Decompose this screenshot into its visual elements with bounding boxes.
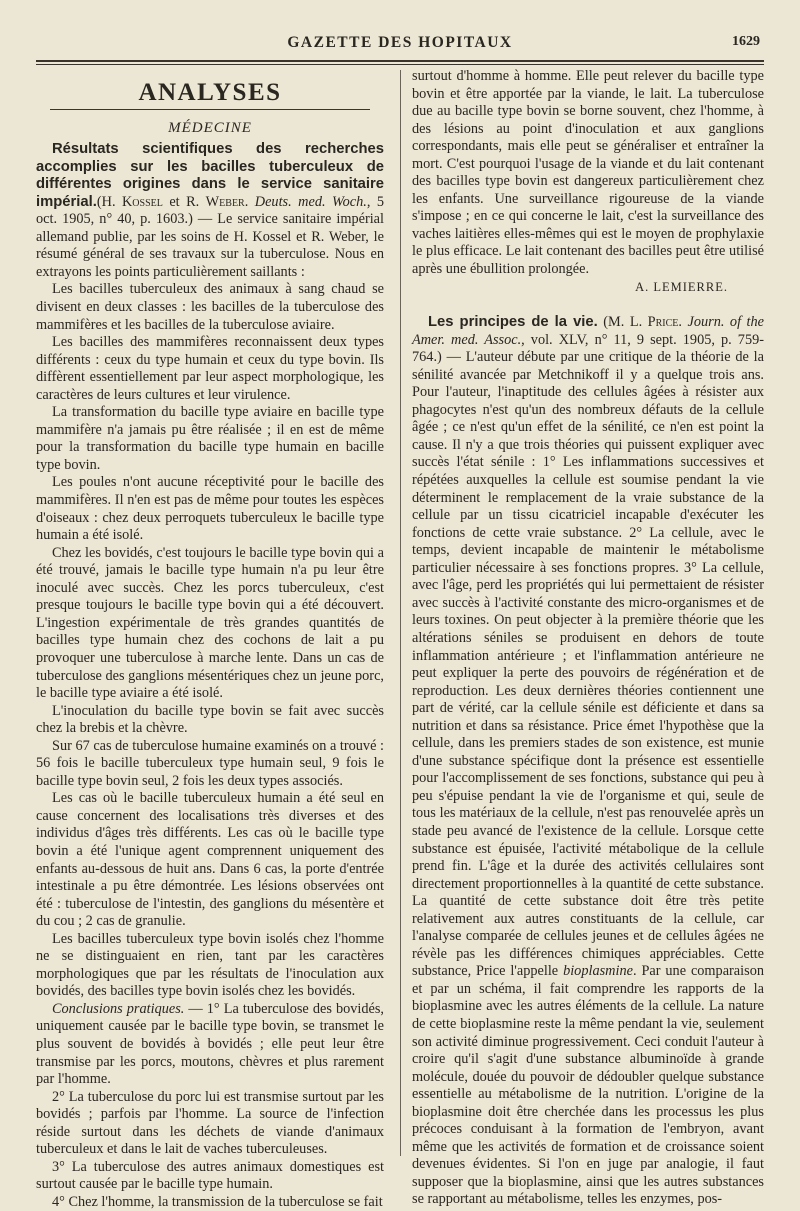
article-lead-paragraph bbox=[412, 314, 764, 1209]
citation-text: (H. bbox=[96, 193, 122, 210]
article-title: Résultats scientifiques des recherches accomplies sur les bacilles tuberculeux de différentes origines dans le service sanitaire impérial. bbox=[36, 141, 384, 210]
citation-text: (M. L. bbox=[597, 314, 648, 331]
journal-name: Journ. of the Amer. med. Assoc. bbox=[412, 314, 765, 348]
paragraph: Les cas où le bacille tuberculeux humain a été seul en cause concernent des localisations très diverses et des individus d'âges très différents. Les cas où le bacille type bovin a été l'unique agent comprennent uniquement des enfants au-dessous de huit ans. Dans 6 cas, la porte d'entrée intestinale a pu être démontrée. Les lésions observées ont été : tuberculose de l'intestin, des ganglions du mésentère et du cou ; 2 cas de granulie. bbox=[36, 790, 384, 930]
section-title-rule bbox=[50, 109, 370, 110]
article-lead-paragraph bbox=[36, 141, 384, 281]
body-text: , vol. XLV, n° 11, 9 sept. 1905, p. 759-764.) — L'auteur débute par une critique de la théorie de la sénilité avancée par Metchnikoff il y a quelque trois ans. Pour l'auteur, l'inaptitude des cellules âgées à résister aux phagocytes n'est qu'un des nombreux défauts de la cellule âgée ; ce n'est qu'un effet de la sénilité, ce n'en est point la cause. Il n'y a que trois théories qui puissent expliquer avec succès l'état sénile : 1° Les inflammations successives et répétées auxquelles la cellule est soumise pendant la vie déterminent le remplacement de la vraie substance de la cellule par un tissu cicatriciel incapable d'exécuter les fonctions de cette vraie substance. 2° La cellule, avec le temps, devient incapable de maintenir le métabolisme particulier nécessaire à ses fonctions propres. 3° La cellule, avec l'âge, perd les propriétés qui lui permettaient de résister avec succès à l'activité constante des micro-organismes et de leurs toxines. On peut objecter à la première théorie que les altérations séniles se produisent en dehors de toute inflammation antérieure ; et l'inflammation antérieure ne peut expliquer la perte des pouvoirs de régénération et de reproduction. Les deux dernières théories contiennent une part de vérité, car la cellule sénile est déficiente et dans sa nutrition et dans sa résistance. Price émet l'hypothèse que la cellule, dans les premiers stades de son existence, est munie d'une substance spécifique dont la présence est essentielle pour l'accomplissement de ses fonctions, substance qui peu à peu s'épuise pendant la vie de l'organisme et qui, seule de tous les matériaux de la cellule, n'est pas renouvelée après un stade peu avancé de l'existence de la cellule. Lorsque cette substance est épuisée, l'activité métabolique de la cellule prend fin. L'âge et la durée des activités cellulaires sont directement proportionnelles à la quantité de cette substance. La quantité de cette substance doit être très petite relativement aux autres constituants de la cellule, car l'analyse comparée de cellules jeunes et de cellules âgées ne révèle pas les différences chimiques appréciables. Cette substance, Price l'appelle bbox=[412, 331, 764, 980]
paragraph: Les bacilles des mammifères reconnaissent deux types différents : ceux du type humain et ceux du type bovin. Ils diffèrent essentiellement par leur aspect morphologique, les caractères de leurs cultures et leur virulence. bbox=[36, 334, 384, 403]
paragraph: Les poules n'ont aucune réceptivité pour le bacille des mammifères. Il n'en est pas de même pour toutes les espèces d'oiseaux : chez deux perroquets tuberculeux le bacille type humain a été isolé. bbox=[36, 474, 384, 544]
paragraph: Sur 67 cas de tuberculose humaine examinés on a trouvé : 56 fois le bacille tuberculeux type humain seul, 9 fois le bacille type bovin seul, 2 fois les deux types associés. bbox=[36, 737, 384, 789]
citation-text: . bbox=[244, 193, 255, 210]
paragraph: Les bacilles tuberculeux type bovin isolés chez l'homme ne se distinguaient en rien, tant par les caractères morphologiques que par les résultats de l'inoculation aux bovidés, des bacilles type bovin isolés chez les bovidés. bbox=[36, 930, 384, 1000]
left-column bbox=[36, 68, 384, 1211]
section-title: ANALYSES bbox=[138, 79, 282, 106]
right-column bbox=[412, 68, 764, 1209]
paragraph: La transformation du bacille type aviaire en bacille type mammifère n'a jamais pu être réalisée ; il en est de même pour la transformation du bacille type humain en bacille type bovin. bbox=[36, 404, 384, 473]
conclusions-paragraph bbox=[36, 1001, 384, 1089]
header-rule-thick bbox=[36, 60, 764, 62]
paragraph: 2° La tuberculose du porc lui est transmise surtout par les bovidés ; parfois par l'homme. La source de l'infection réside surtout dans les déchets de viande d'animaux tuberculeux et dans le lait de vaches tuberculeuses. bbox=[36, 1088, 384, 1158]
term-bioplasmine: bioplasmine bbox=[563, 963, 633, 980]
continuation-paragraph: surtout d'homme à homme. Elle peut relever du bacille type bovin et être apportée par la viande, le lait. La tuberculose due au bacille type bovin se borne souvent, chez l'homme, à des lésions au point d'inoculation et aux ganglions correspondants, mais elle peut se généraliser et entraîner la mort. C'est pourquoi l'usage de la viande et du lait contenant des bacilles type bovin est dangereux particulièrement chez les enfants. Une surveillance rigoureuse de la viande s'impose ; en ce qui concerne le lait, c'est la surveillance des vaches laitières elles-mêmes qui est le moyen de prophylaxie le plus efficace. Le lait contenant des bacilles peut être utilisé après une ébullition prolongée. bbox=[412, 68, 764, 278]
conclusions-label: Conclusions pratiques. bbox=[52, 1000, 185, 1017]
author-name: Weber bbox=[205, 193, 245, 210]
body-text: . Par une comparaison et par un schéma, il fait comprendre les rapports de la bioplasmine avec les autres éléments de la cellule. La nature de cette bioplasmine reste la même pendant la vie, seulement son activité diminue progressivement. Ceci conduit l'auteur à croire qu'il s'agit d'une substance albuminoïde à grande molécule, douée du pouvoir de dédoubler quelque substance essentielle au métabolisme de la nutrition. L'origine de la bioplasmine doit être cherchée dans les processus les plus précoces conduisant à la formation de l'embryon, avant même que les activités de formation et de croissance soient devenues évidentes. Si l'on en juge par analogie, il faut supposer que la bioplasmine, ainsi que les autres substances se rapportant au métabolisme, telles les enzymes, pos- bbox=[412, 963, 764, 1208]
running-head bbox=[40, 34, 760, 54]
running-title: GAZETTE DES HOPITAUX bbox=[287, 34, 513, 51]
citation-text: et R. bbox=[162, 193, 206, 210]
paragraph: Les bacilles tuberculeux des animaux à sang chaud se divisent en deux classes : les bacilles de la tuberculose des mammifères et les bacilles de la tuberculose aviaire. bbox=[36, 281, 384, 333]
header-rule-thin bbox=[36, 64, 764, 65]
article-title: Les principes de la vie. bbox=[428, 314, 598, 331]
paragraph: L'inoculation du bacille type bovin se fait avec succès chez la brebis et la chèvre. bbox=[36, 702, 384, 737]
citation-text: , 5 oct. 1905, n° 40, p. 1603.) — Le service sanitaire impérial allemand publie, par les soins de H. Kossel et R. Weber, le résumé général de ses travaux sur la tuberculose. Nous en extrayons les points particulièrement saillants : bbox=[36, 193, 384, 280]
author-name: Kossel bbox=[121, 193, 163, 210]
author-name: Price bbox=[647, 314, 679, 331]
signature: A. LEMIERRE. bbox=[635, 279, 728, 294]
journal-name: Deuts. med. Woch. bbox=[254, 193, 367, 210]
column-divider bbox=[400, 70, 401, 1156]
page-number: 1629 bbox=[732, 34, 760, 49]
paragraph: 3° La tuberculose des autres animaux domestiques est surtout causée par le bacille type humain. bbox=[36, 1158, 384, 1193]
paragraph: Chez les bovidés, c'est toujours le bacille type bovin qui a été trouvé, jamais le bacille type humain n'a pu leur être inoculé avec succès. Chez les porcs tuberculeux, c'est presque toujours le bacille type bovin qui a été découvert. L'ingestion expérimentale de très grandes quantités de bacilles type humain chez des cochons de lait a pu provoquer une tuberculose à marche lente. Dans un cas de tuberculose des ganglions mésentériques chez un jeune porc, le bacille type aviaire a été isolé. bbox=[36, 544, 384, 702]
citation-text: . bbox=[678, 314, 688, 331]
paragraph: 4° Chez l'homme, la transmission de la tuberculose se fait bbox=[52, 1193, 383, 1210]
conclusions-text: — 1° La tuberculose des bovidés, uniquement causée par le bacille type bovin, se transmet le plus souvent de bovidés à bovidés ; elle peut leur être transmise par les porcs, moutons, chèvres et plus rarement par l'homme. bbox=[36, 1000, 384, 1088]
subsection-heading: MÉDECINE bbox=[168, 119, 252, 136]
